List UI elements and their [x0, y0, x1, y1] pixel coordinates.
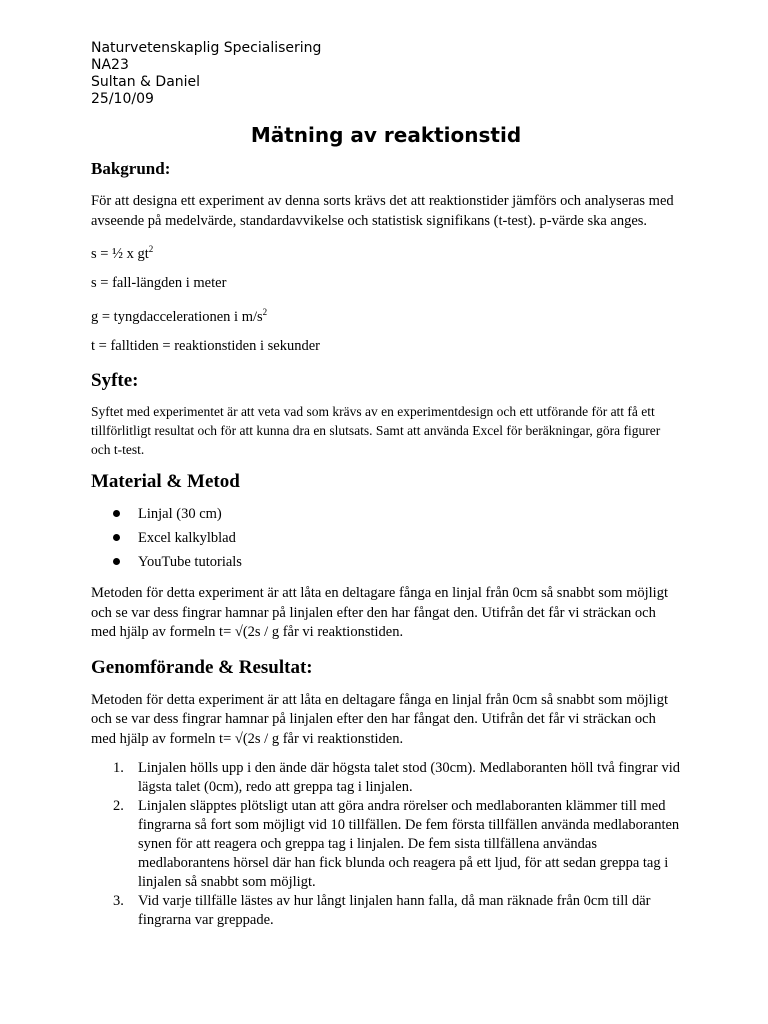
- formula-distance: [91, 240, 681, 264]
- material-item-label: Linjal (30 cm): [138, 506, 222, 522]
- material-item-label: Excel kalkylblad: [138, 530, 236, 546]
- formula-distance-text: s = ½ x gt: [91, 246, 149, 262]
- step-number: 3.: [113, 893, 124, 909]
- bullet-icon: [113, 534, 120, 541]
- step-number: 1.: [113, 760, 124, 776]
- document-title: Mätning av reaktionstid: [250, 123, 522, 147]
- formula-distance-exponent: 2: [148, 244, 154, 254]
- document-header: [91, 40, 681, 108]
- formula-definition-g: [91, 303, 681, 327]
- formula-definition-t: t = falltiden = reaktionstiden i sekunder: [91, 338, 320, 354]
- header-class: NA23: [91, 57, 129, 73]
- procedure-steps: [91, 759, 681, 930]
- list-item: [91, 892, 681, 930]
- list-item: [91, 502, 681, 526]
- header-date: 25/10/09: [91, 91, 154, 107]
- step-text: Vid varje tillfälle lästes av hur långt linjalen hann falla, då man räknade från 0cm till där fingrarna var greppade.: [138, 893, 651, 928]
- bakgrund-heading: Bakgrund:: [91, 159, 171, 178]
- step-number: 2.: [113, 798, 124, 814]
- formula-definition-g-text: g = tyngdaccelerationen i m/s: [91, 309, 263, 325]
- formula-definition-s: s = fall-längden i meter: [91, 275, 227, 291]
- bullet-icon: [113, 510, 120, 517]
- syfte-paragraph: Syftet med experimentet är att veta vad som krävs av en experimentdesign och ett utförande för att få ett tillförlitligt resultat och för att kunna dra en slutsats. Samt att använda Excel för beräkningar, göra figurer och t-test.: [91, 404, 661, 457]
- material-method-paragraph: Metoden för detta experiment är att låta en deltagare fånga en linjal från 0cm så snabbt som möjligt och se var dess fingrar hamnar på linjalen efter den har fångat den. Utifrån det får vi sträckan och med hjälp av formeln t= √(2s / g får vi reaktionstiden.: [91, 585, 668, 640]
- header-course: Naturvetenskaplig Specialisering: [91, 40, 322, 56]
- step-text: Linjalen hölls upp i den ände där högsta talet stod (30cm). Medlaboranten höll två fingrar vid lägsta talet (0cm), redo att greppa tag i linjalen.: [138, 760, 680, 795]
- list-item: [91, 526, 681, 550]
- formula-definition-g-exponent: 2: [262, 307, 268, 317]
- material-heading: Material & Metod: [91, 471, 240, 492]
- header-authors: Sultan & Daniel: [91, 74, 201, 90]
- syfte-heading: Syfte:: [91, 370, 139, 391]
- material-item-label: YouTube tutorials: [138, 554, 242, 570]
- material-list: [91, 502, 681, 574]
- genomforande-paragraph: Metoden för detta experiment är att låta en deltagare fånga en linjal från 0cm så snabbt som möjligt och se var dess fingrar hamnar på linjalen efter den har fångat den. Utifrån det får vi sträckan och med hjälp av formeln t= √(2s / g får vi reaktionstiden.: [91, 691, 668, 747]
- step-text: Linjalen släpptes plötsligt utan att göra andra rörelser och medlaboranten klämmer till med fingrarna så fort som möjligt vid 10 tillfällen. De fem första tillfällen använda medlaboranten synen för att reagera och greppa tag i linjalen. De fem sista tillfällena användas medlaborantens hörsel där han fick blunda och reagera på ett ljud, för att sedan greppa tag i linjalen så snabbt som möjligt.: [138, 798, 680, 890]
- list-item: [91, 759, 681, 797]
- document-page: [91, 40, 681, 930]
- bullet-icon: [113, 558, 120, 565]
- list-item: [91, 550, 681, 574]
- bakgrund-paragraph: För att designa ett experiment av denna sorts krävs det att reaktionstider jämförs och analyseras med avseende på medelvärde, standardavvikelse och statistisk signifikans (t-test). p-värde ska anges.: [91, 193, 674, 229]
- genomforande-heading: Genomförande & Resultat:: [91, 656, 313, 678]
- list-item: [91, 797, 681, 892]
